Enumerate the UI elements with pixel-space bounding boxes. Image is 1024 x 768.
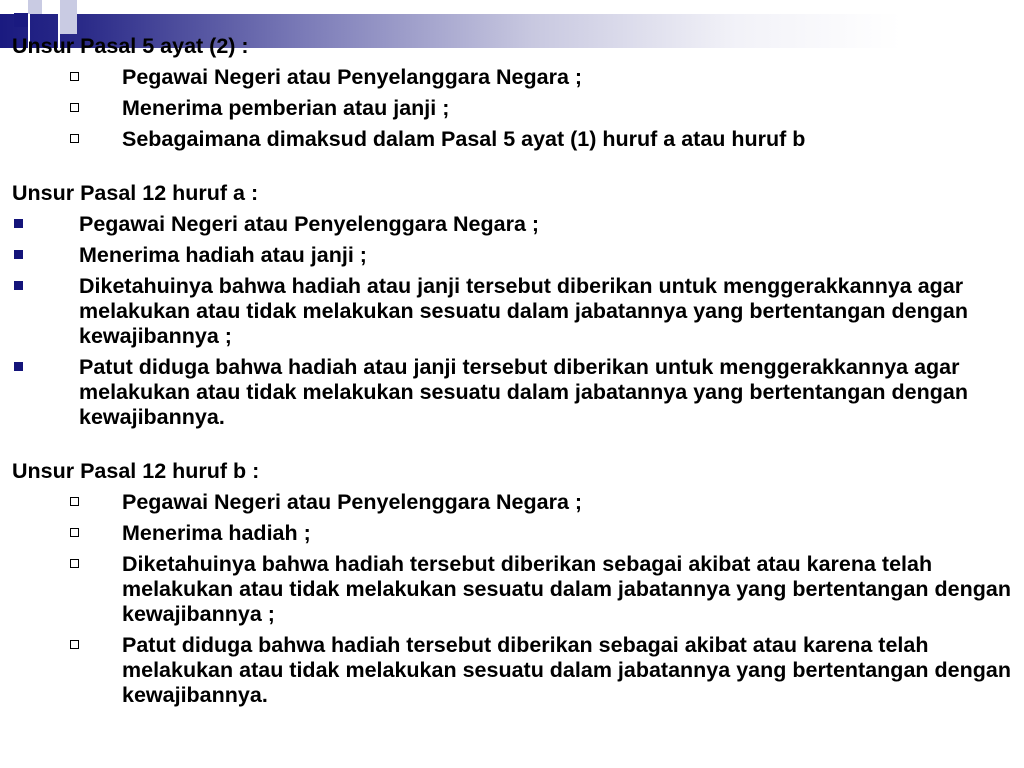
list-item [12,521,1012,546]
hollow-square-bullet-icon [70,497,79,506]
section-heading: Unsur Pasal 5 ayat (2) : [12,34,249,58]
list-item [12,212,1012,237]
list-item-text: Pegawai Negeri atau Penyelanggara Negara ; [122,65,583,89]
section-pasal-12-huruf-b [12,458,1012,708]
list-item-text: Menerima hadiah ; [122,521,311,545]
section-pasal-12-huruf-a [12,180,1012,430]
filled-square-bullet-icon [14,281,23,290]
spacer [12,152,1012,180]
list-item [12,552,1012,627]
list-item-text: Patut diduga bahwa hadiah tersebut diberikan sebagai akibat atau karena telah melakukan atau tidak melakukan sesuatu dalam jabatannya yang bertentangan dengan kewajibannya. [122,633,1011,707]
list-item [12,490,1012,515]
decor-square-light [28,0,42,14]
list-item [12,355,1012,430]
spacer [12,430,1012,458]
element-list [12,212,1012,430]
element-list [12,65,1012,152]
list-item-text: Pegawai Negeri atau Penyelenggara Negara ; [79,212,540,236]
element-list [12,490,1012,708]
list-item-text: Diketahuinya bahwa hadiah atau janji tersebut diberikan untuk menggerakkannya agar melakukan atau tidak melakukan sesuatu dalam jabatannya yang bertentangan dengan kewajibannya ; [79,274,968,348]
list-item [12,243,1012,268]
slide-content [12,33,1012,708]
list-item-text: Diketahuinya bahwa hadiah tersebut diberikan sebagai akibat atau karena telah melakukan atau tidak melakukan sesuatu dalam jabatannya yang bertentangan dengan kewajibannya ; [122,552,1011,626]
filled-square-bullet-icon [14,219,23,228]
hollow-square-bullet-icon [70,640,79,649]
section-pasal-5-ayat-2 [12,33,1012,152]
list-item-text: Pegawai Negeri atau Penyelenggara Negara ; [122,490,583,514]
list-item [12,96,1012,121]
section-heading: Unsur Pasal 12 huruf a : [12,181,259,205]
filled-square-bullet-icon [14,250,23,259]
hollow-square-bullet-icon [70,103,79,112]
list-item-text: Menerima pemberian atau janji ; [122,96,450,120]
hollow-square-bullet-icon [70,559,79,568]
list-item [12,274,1012,349]
list-item [12,127,1012,152]
list-item-text: Menerima hadiah atau janji ; [79,243,367,267]
list-item-text: Sebagaimana dimaksud dalam Pasal 5 ayat (1) huruf a atau huruf b [122,127,806,151]
list-item [12,633,1012,708]
hollow-square-bullet-icon [70,528,79,537]
list-item-text: Patut diduga bahwa hadiah atau janji tersebut diberikan untuk menggerakkannya agar melakukan atau tidak melakukan sesuatu dalam jabatannya yang bertentangan dengan kewajibannya. [79,355,968,429]
hollow-square-bullet-icon [70,72,79,81]
section-heading: Unsur Pasal 12 huruf b : [12,459,260,483]
decor-square-navy [14,13,28,27]
decor-square-light [60,0,77,34]
filled-square-bullet-icon [14,362,23,371]
hollow-square-bullet-icon [70,134,79,143]
list-item [12,65,1012,90]
